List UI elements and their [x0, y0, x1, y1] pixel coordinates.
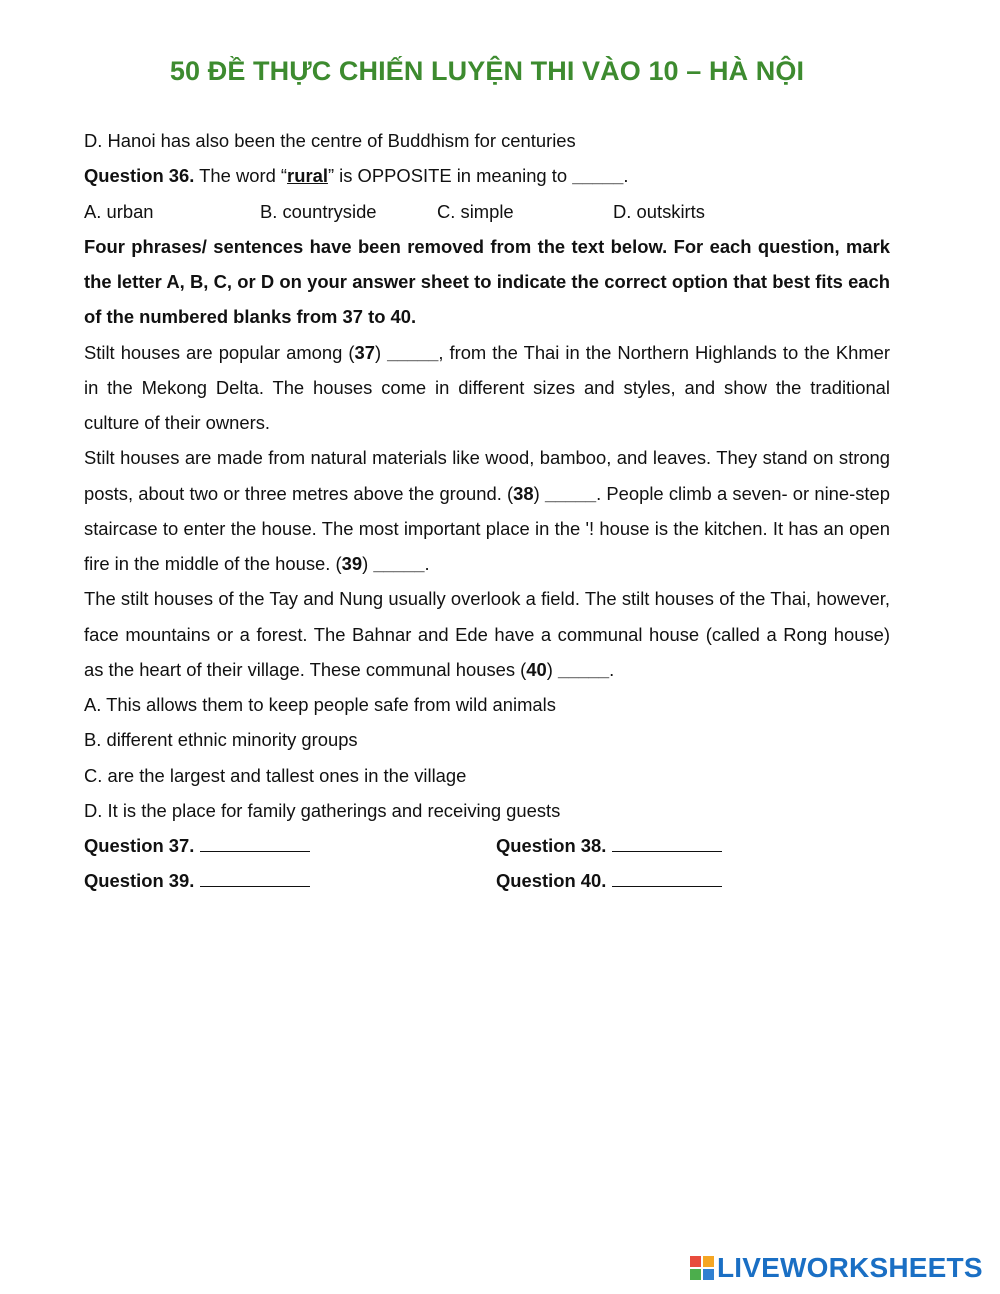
blank-40[interactable]: _____ [558, 658, 610, 680]
blank-number-37: 37 [354, 341, 375, 363]
answer-39 [84, 863, 496, 898]
answer-row-1 [84, 828, 890, 863]
answer-38-input[interactable] [612, 833, 722, 852]
answer-40-input[interactable] [612, 868, 722, 887]
passage-text: ) [533, 482, 545, 504]
answer-37 [84, 828, 496, 863]
blank-39[interactable]: _____ [373, 553, 425, 574]
fill-option-b: B. different ethnic minority groups [84, 729, 358, 751]
question-36-end: . [623, 165, 629, 187]
instructions: Four phrases/ sentences have been removed from the text below. For each question, mark the letter A, B, C, or D on your answer sheet to indicate the correct option that best fits each of the numbered blanks from 37 to 40. [84, 235, 890, 328]
liveworksheets-logo-icon [690, 1256, 714, 1280]
passage-text: ) [374, 341, 388, 363]
blank-37[interactable]: _____ [387, 341, 439, 363]
answer-39-input[interactable] [200, 868, 310, 887]
answer-38 [496, 828, 722, 863]
q36-option-a[interactable]: A. urban [84, 200, 154, 222]
passage-text: , from the Thai in the Northern Highlands to the Khmer in the Mekong Delta. The houses come in different sizes and styles, and show the traditional culture of their owners. [84, 341, 891, 433]
q36-option-d[interactable]: D. outskirts [613, 200, 705, 222]
liveworksheets-logo [690, 1252, 983, 1284]
answer-38-label: Question 38. [496, 835, 607, 856]
passage-text: ) [362, 553, 374, 574]
question-36-label: Question 36. [84, 165, 195, 187]
fill-option-c: C. are the largest and tallest ones in the village [84, 764, 467, 786]
blank-number-38: 38 [513, 482, 534, 504]
blank-38[interactable]: _____ [544, 482, 597, 504]
page-title: 50 ĐỀ THỰC CHIẾN LUYỆN THI VÀO 10 – HÀ NỘI [169, 56, 805, 86]
answer-40 [496, 863, 722, 898]
question-36-options [84, 194, 890, 229]
q36-option-c[interactable]: C. simple [437, 200, 514, 222]
passage-text: . [424, 553, 430, 574]
question-36-text-after: ” is OPPOSITE in meaning to [327, 165, 573, 187]
worksheet-content [84, 123, 890, 899]
question-36-text-before: The word “ [194, 165, 288, 187]
question-36 [84, 158, 890, 193]
passage-paragraph-1 [84, 335, 890, 441]
passage-text: . People climb a seven- or nine-step staircase to enter the house. The most important place in the '! house is the kitchen. It has an open fire in the middle of the house. ( [84, 482, 890, 574]
passage-paragraph-2 [84, 440, 890, 581]
fill-option-d: D. It is the place for family gatherings and receiving guests [84, 799, 561, 821]
answer-39-label: Question 39. [84, 870, 195, 892]
fill-option-a: A. This allows them to keep people safe from wild animals [84, 694, 556, 715]
previous-option-d: D. Hanoi has also been the centre of Buddhism for centuries [84, 130, 576, 151]
answer-37-label: Question 37. [84, 835, 195, 856]
blank-number-39: 39 [341, 553, 363, 574]
passage-text: ) [546, 658, 558, 680]
liveworksheets-logo-text: LIVEWORKSHEETS [717, 1252, 983, 1283]
answer-row-2 [84, 863, 890, 898]
passage-text: Stilt houses are made from natural materials like wood, bamboo, and leaves. They stand on strong posts, about two or three metres above the ground. ( [84, 447, 890, 504]
blank-number-40: 40 [526, 658, 547, 680]
passage-paragraph-3 [84, 581, 890, 687]
q36-option-b[interactable]: B. countryside [260, 200, 377, 222]
answer-40-label: Question 40. [496, 870, 607, 892]
question-36-blank[interactable]: _____ [572, 165, 624, 187]
question-36-keyword: rural [287, 165, 328, 187]
passage-text: The stilt houses of the Tay and Nung usually overlook a field. The stilt houses of the Thai, however, face mountains or a forest. The Bahnar and Ede have a communal house (called a Rong house) as the heart of their village. These communal houses ( [84, 588, 890, 680]
passage-text: Stilt houses are popular among ( [84, 341, 355, 363]
passage-text: . [609, 658, 615, 680]
answer-37-input[interactable] [200, 833, 310, 852]
